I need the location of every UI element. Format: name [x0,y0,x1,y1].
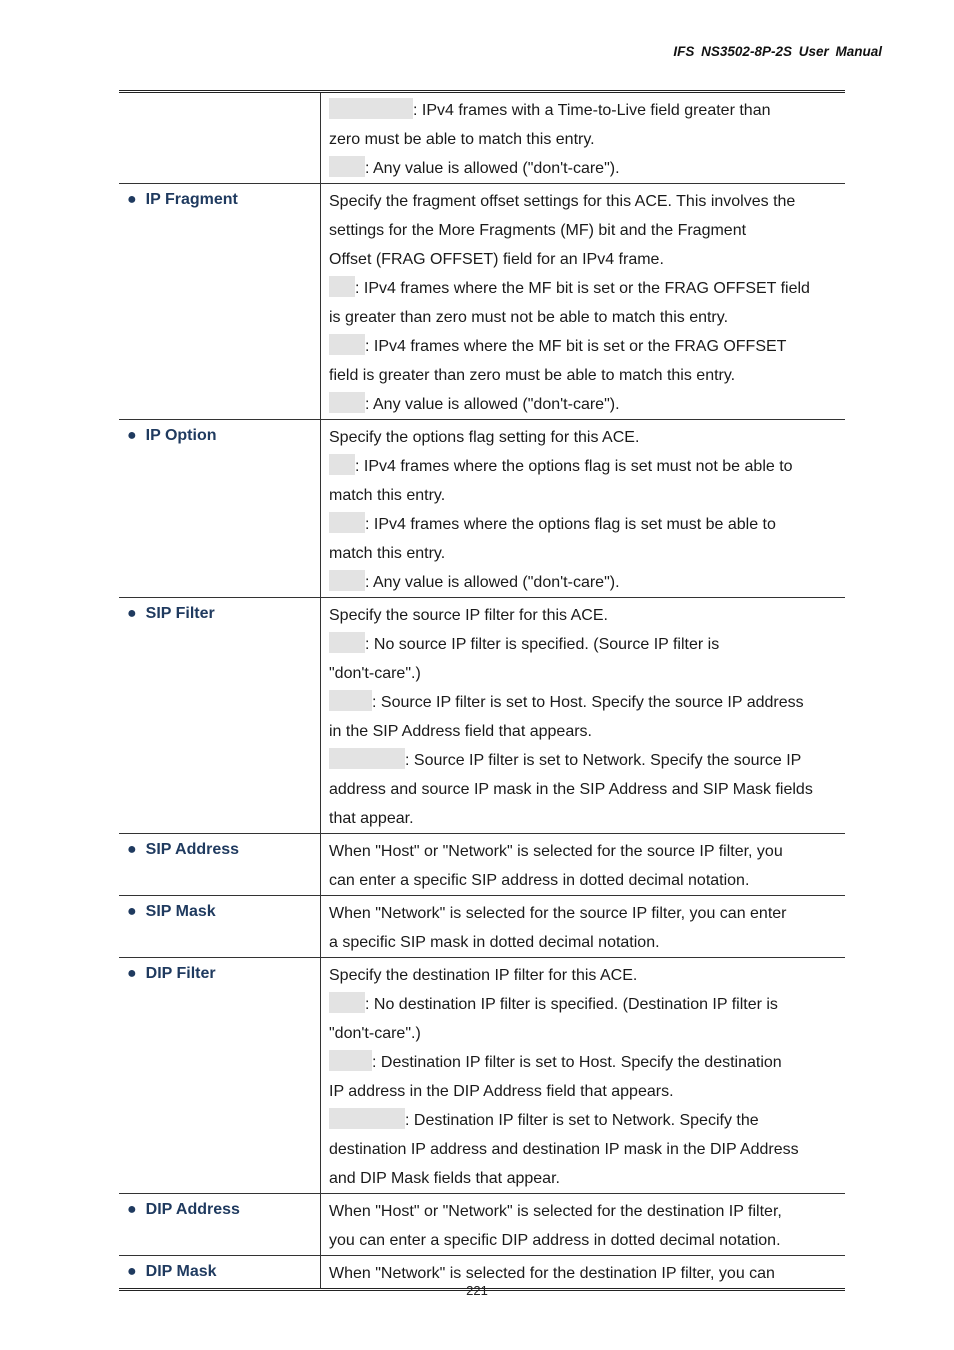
parameter-name: DIP Mask [145,1262,217,1280]
description-text: : IPv4 frames where the options flag is set must not be able to [355,458,793,475]
description-line [329,899,839,928]
description-line [329,154,839,183]
description-text: Specify the fragment offset settings for this ACE. This involves the [329,193,796,210]
description-text: Specify the source IP filter for this ACE. [329,607,608,624]
description-text: : IPv4 frames with a Time-to-Live field greater than [413,102,771,119]
description-line [329,601,839,630]
option-value-placeholder [329,512,365,533]
table-row [119,92,845,184]
description-text: : Destination IP filter is set to Host. Specify the destination [372,1054,782,1071]
option-value-placeholder [329,1108,405,1129]
description-line [329,539,839,568]
description-text: When "Network" is selected for the source IP filter, you can enter [329,905,787,922]
description-text: : No source IP filter is specified. (Source IP filter is [365,636,720,653]
description-line [329,630,839,659]
description-text: : No destination IP filter is specified. (Destination IP filter is [365,996,778,1013]
description-cell [321,598,846,834]
description-line [329,961,839,990]
parameter-cell [119,92,321,184]
table-row [119,420,845,598]
parameter-label [127,421,320,450]
description-line [329,1164,839,1193]
description-text: Specify the destination IP filter for this ACE. [329,967,638,984]
parameter-cell [119,896,321,958]
description-text: : Source IP filter is set to Network. Specify the source IP [405,752,802,769]
parameter-label [127,897,320,926]
bullet-icon: ● [127,190,137,208]
description-cell [321,896,846,958]
option-value-placeholder [329,632,365,653]
description-text: and DIP Mask fields that appear. [329,1170,560,1187]
parameter-label [127,835,320,864]
option-value-placeholder [329,570,365,591]
description-line [329,216,839,245]
option-value-placeholder [329,156,365,177]
running-header: IFS NS3502-8P-2S User Manual [673,44,882,59]
description-line [329,568,839,597]
description-text: Specify the options flag setting for this ACE. [329,429,640,446]
description-line [329,274,839,303]
option-value-placeholder [329,454,355,475]
option-value-placeholder [329,334,365,355]
description-line [329,1106,839,1135]
description-text: : Any value is allowed ("don't-care"). [365,396,620,413]
description-line [329,303,839,332]
description-line [329,866,839,895]
parameter-cell [119,598,321,834]
parameter-table [119,90,845,1291]
description-cell [321,92,846,184]
description-text: "don't-care".) [329,1025,421,1042]
description-line [329,1197,839,1226]
description-text: : IPv4 frames where the MF bit is set or the FRAG OFFSET field [355,280,810,297]
description-text: match this entry. [329,487,446,504]
description-line [329,332,839,361]
description-text: settings for the More Fragments (MF) bit and the Fragment [329,222,747,239]
description-cell [321,958,846,1194]
description-text: : Any value is allowed ("don't-care"). [365,160,620,177]
description-line [329,125,839,154]
description-line [329,361,839,390]
description-cell [321,834,846,896]
page-number: 221 [466,1283,488,1298]
option-value-placeholder [329,748,405,769]
description-line [329,390,839,419]
parameter-name: IP Fragment [145,190,238,208]
description-line [329,1019,839,1048]
bullet-icon: ● [127,426,137,444]
description-text: : Any value is allowed ("don't-care"). [365,574,620,591]
parameter-label [127,959,320,988]
option-value-placeholder [329,690,372,711]
description-line [329,804,839,833]
table-row [119,896,845,958]
description-text: "don't-care".) [329,665,421,682]
bullet-icon: ● [127,840,137,858]
table-row [119,1194,845,1256]
description-line [329,659,839,688]
description-text: match this entry. [329,545,446,562]
description-line [329,928,839,957]
description-text: you can enter a specific DIP address in dotted decimal notation. [329,1232,781,1249]
description-text: is greater than zero must not be able to match this entry. [329,309,729,326]
parameter-name: SIP Mask [145,902,216,920]
option-value-placeholder [329,276,355,297]
parameter-name: SIP Address [145,840,240,858]
description-text: destination IP address and destination IP mask in the DIP Address [329,1141,799,1158]
parameter-name: SIP Filter [145,604,215,622]
option-value-placeholder [329,1050,372,1071]
table-row [119,834,845,896]
description-line [329,688,839,717]
table-row [119,184,845,420]
description-line [329,746,839,775]
description-text: When "Host" or "Network" is selected for the source IP filter, you [329,843,783,860]
bullet-icon: ● [127,604,137,622]
description-text: IP address in the DIP Address field that appears. [329,1083,674,1100]
description-line [329,187,839,216]
bullet-icon: ● [127,1262,137,1280]
bullet-icon: ● [127,1200,137,1218]
bullet-icon: ● [127,964,137,982]
description-line [329,423,839,452]
description-line [329,1135,839,1164]
description-line [329,775,839,804]
description-text: field is greater than zero must be able to match this entry. [329,367,736,384]
description-text: in the SIP Address field that appears. [329,723,592,740]
table-row [119,598,845,834]
parameter-label [127,185,320,214]
parameter-label [127,599,320,628]
description-text: zero must be able to match this entry. [329,131,595,148]
description-cell [321,184,846,420]
parameter-name: IP Option [145,426,217,444]
option-value-placeholder [329,392,365,413]
description-text: : IPv4 frames where the MF bit is set or the FRAG OFFSET [365,338,787,355]
description-cell [321,1194,846,1256]
description-text: When "Network" is selected for the destination IP filter, you can [329,1265,775,1282]
description-line [329,481,839,510]
parameter-cell [119,958,321,1194]
description-line [329,245,839,274]
description-line [329,1048,839,1077]
description-line [329,452,839,481]
description-text: : Destination IP filter is set to Network. Specify the [405,1112,759,1129]
description-line [329,990,839,1019]
parameter-label [127,1195,320,1224]
description-line [329,1226,839,1255]
description-text: that appear. [329,810,414,827]
description-line [329,837,839,866]
parameter-cell [119,1194,321,1256]
description-text: a specific SIP mask in dotted decimal notation. [329,934,660,951]
option-value-placeholder [329,992,365,1013]
parameter-cell [119,834,321,896]
description-text: : Source IP filter is set to Host. Specify the source IP address [372,694,804,711]
parameter-name: DIP Filter [145,964,216,982]
parameter-cell [119,420,321,598]
bullet-icon: ● [127,902,137,920]
description-line [329,717,839,746]
description-line [329,96,839,125]
table-row [119,958,845,1194]
parameter-name: DIP Address [145,1200,240,1218]
description-cell [321,420,846,598]
description-text: When "Host" or "Network" is selected for the destination IP filter, [329,1203,782,1220]
description-line [329,1077,839,1106]
parameter-label [127,1257,320,1286]
description-text: can enter a specific SIP address in dotted decimal notation. [329,872,750,889]
parameter-cell [119,184,321,420]
description-text: Offset (FRAG OFFSET) field for an IPv4 frame. [329,251,664,268]
description-text: : IPv4 frames where the options flag is set must be able to [365,516,776,533]
description-line [329,510,839,539]
description-text: address and source IP mask in the SIP Address and SIP Mask fields [329,781,813,798]
option-value-placeholder [329,98,413,119]
